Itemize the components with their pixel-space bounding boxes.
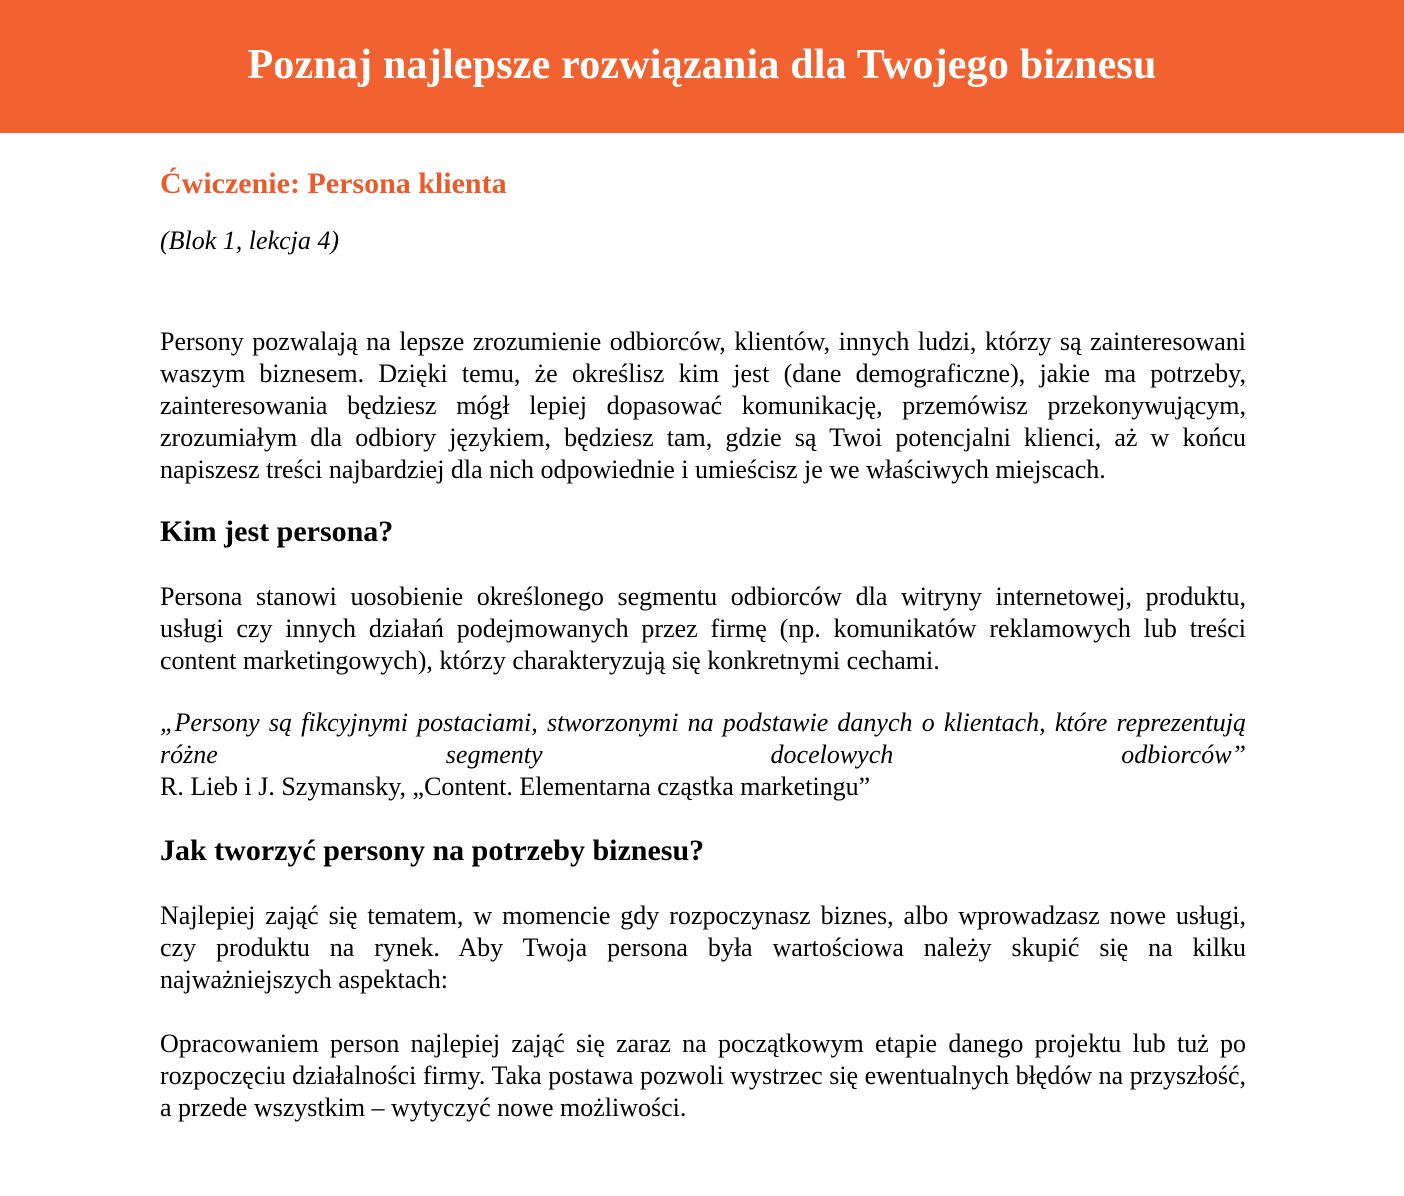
quote-source: R. Lieb i J. Szymansky, „Content. Elementarna cząstka marketingu”	[160, 772, 871, 801]
intro-paragraph: Persony pozwalają na lepsze zrozumienie odbiorców, klientów, innych ludzi, którzy są zainteresowani waszym biznesem. Dzięki temu, że określisz kim jest (dane demograficzne), jakie ma potrzeby, zainteresowania będziesz mógł lepiej dopasować komunikację, przemówisz przekonywującym, zrozumiałym dla odbiory językiem, będziesz tam, gdzie są Twoi potencjalni klienci, aż w końcu napiszesz treści najbardziej dla nich odpowiednie i umieścisz je we właściwych miejscach.	[160, 327, 1246, 484]
lesson-reference: (Blok 1, lekcja 4)	[160, 226, 340, 255]
section-heading-who: Kim jest persona?	[160, 515, 394, 548]
quote-text: „Persony są fikcyjnymi postaciami, stworzonymi na podstawie danych o klientach, które reprezentują różne segmenty docelowych odbiorców”	[160, 708, 1246, 769]
section-heading-how: Jak tworzyć persony na potrzeby biznesu?	[160, 834, 705, 867]
persona-definition-paragraph: Persona stanowi uosobienie określonego segmentu odbiorców dla witryny internetowej, produktu, usługi czy innych działań podejmowanych przez firmę (np. komunikatów reklamowych lub treści content marketingowych), którzy charakteryzują się konkretnymi cechami.	[160, 582, 1246, 675]
header-banner	[0, 0, 1404, 133]
document-body	[160, 160, 1246, 1124]
page-title: Poznaj najlepsze rozwiązania dla Twojego biznesu	[247, 41, 1157, 88]
exercise-title: Ćwiczenie: Persona klienta	[160, 167, 507, 200]
how-paragraph-2: Opracowaniem person najlepiej zająć się zaraz na początkowym etapie danego projektu lub tuż po rozpoczęciu działalności firmy. Taka postawa pozwoli wystrzec się ewentualnych błędów na przyszłość, a przede wszystkim – wytyczyć nowe możliwości.	[160, 1029, 1246, 1122]
how-paragraph-1: Najlepiej zająć się tematem, w momencie gdy rozpoczynasz biznes, albo wprowadzasz nowe usługi, czy produktu na rynek. Aby Twoja persona była wartościowa należy skupić się na kilku najważniejszych aspektach:	[160, 901, 1246, 994]
quote-block	[160, 707, 1246, 803]
